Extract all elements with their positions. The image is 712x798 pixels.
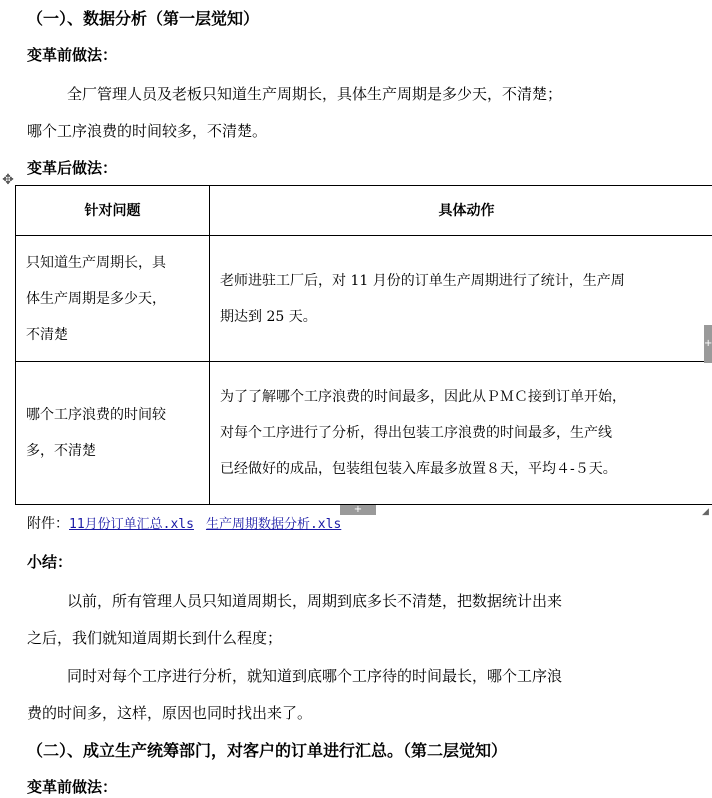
cell-line: 不清楚 <box>26 326 68 343</box>
cell-line: 哪个工序浪费的时间较 <box>26 407 166 423</box>
table-cell-action <box>210 236 712 362</box>
attachment-link-orders[interactable]: 11月份订单汇总.xls <box>69 517 194 532</box>
cell-line: 老师进驻工厂后，对 11 月份的订单生产周期进行了统计，生产周 <box>220 272 625 289</box>
add-column-plus-icon[interactable]: + <box>704 325 712 363</box>
table-cell-problem <box>16 362 210 505</box>
add-row-plus-icon[interactable]: + <box>340 505 376 515</box>
summary-label: 小结： <box>27 553 73 571</box>
table-header-row <box>16 186 712 236</box>
cell-line: 多，不清楚 <box>26 443 96 459</box>
table-header-problem: 针对问题 <box>16 186 210 236</box>
cell-line: 为了了解哪个工序浪费的时间最多，因此从ＰＭＣ接到订单开始， <box>220 389 626 405</box>
cell-line: 对每个工序进行了分析，得出包装工序浪费的时间最多，生产线 <box>220 425 612 441</box>
cell-line: 期达到 25 天。 <box>220 308 317 325</box>
section1-before-line2: 哪个工序浪费的时间较多，不清楚。 <box>27 122 268 140</box>
attachment-link-cycle-analysis[interactable]: 生产周期数据分析.xls <box>205 517 342 532</box>
table-header-action: 具体动作 <box>210 186 712 236</box>
analysis-table <box>15 185 712 505</box>
section2-before-label: 变革前做法： <box>27 778 118 796</box>
cell-line: 已经做好的成品，包装组包装入库最多放置８天，平均４-５天。 <box>220 461 617 477</box>
cell-line: 只知道生产周期长，具 <box>26 254 166 271</box>
table-move-icon[interactable]: ✥ <box>2 172 14 188</box>
summary-p2-line1: 同时对每个工序进行分析，就知道到底哪个工序待的时间最长，哪个工序浪 <box>67 667 563 685</box>
table-cell-action <box>210 362 712 505</box>
section1-heading: （一）、数据分析（第一层觉知） <box>27 9 260 28</box>
summary-p1-line1: 以前，所有管理人员只知道周期长，周期到底多长不清楚，把数据统计出来 <box>67 592 563 610</box>
section2-heading: （二）、成立生产统筹部门，对客户的订单进行汇总。（第二层觉知） <box>27 741 508 760</box>
summary-p1-line2: 之后，我们就知道周期长到什么程度； <box>27 629 283 647</box>
section1-before-line1: 全厂管理人员及老板只知道生产周期长，具体生产周期是多少天，不清楚； <box>67 85 563 103</box>
attachments-line <box>27 513 341 533</box>
section1-before-label: 变革前做法： <box>27 46 118 64</box>
table-row <box>16 362 712 505</box>
table-cell-problem <box>16 236 210 362</box>
table-row <box>16 236 712 362</box>
section1-after-label: 变革后做法： <box>27 159 118 177</box>
attachments-label: 附件： <box>27 516 69 532</box>
table-resize-icon[interactable]: ◢ <box>702 507 709 517</box>
cell-line: 体生产周期是多少天， <box>26 290 166 307</box>
summary-p2-line2: 费的时间多，这样，原因也同时找出来了。 <box>27 704 313 722</box>
